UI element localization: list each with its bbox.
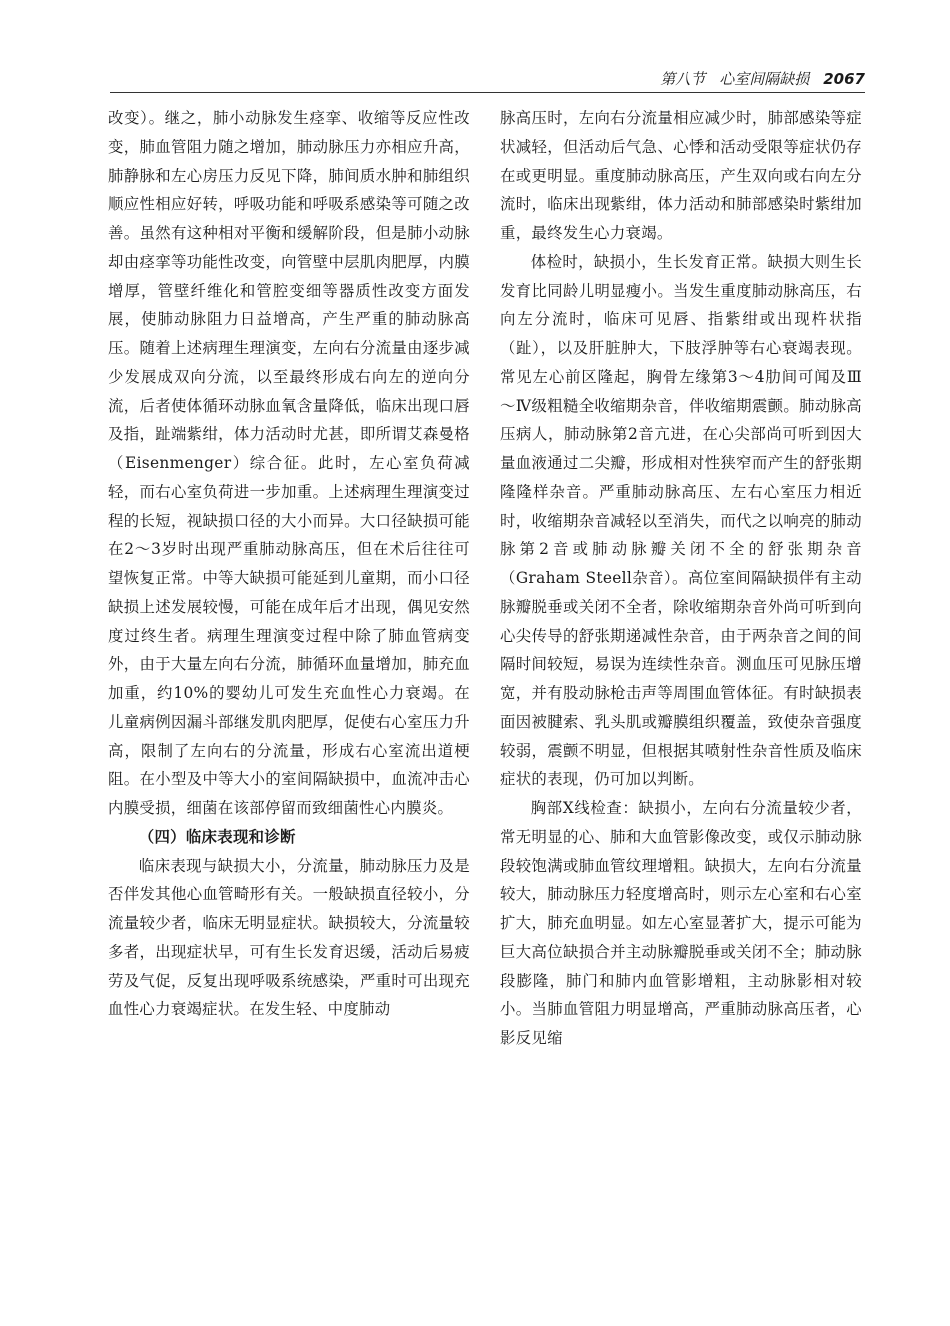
header-title: 心室间隔缺损 (719, 70, 810, 88)
paragraph: 脉高压时，左向右分流量相应减少时，肺部感染等症状减轻，但活动后气急、心悸和活动受限等症状仍存在或更明显。重度肺动脉高压，产生双向或右向左分流时，临床出现紫绀，体力活动和肺部感染时紫绀加重，最终发生心力衰竭。 (500, 109, 862, 242)
paragraph: 胸部X线检查：缺损小，左向右分流量较少者，常无明显的心、肺和大血管影像改变，或仅示肺动脉段较饱满或肺血管纹理增粗。缺损大，左向右分流量较大，肺动脉压力轻度增高时，则示左心室和右心室扩大，肺充血明显。如左心室显著扩大，提示可能为巨大高位缺损合并主动脉瓣脱垂或关闭不全；肺动脉段膨隆，肺门和肺内血管影增粗，主动脉影相对较小。当肺血管阻力明显增高，严重肺动脉高压者，心影反见缩 (500, 799, 862, 1047)
paragraph: 体检时，缺损小，生长发育正常。缺损大则生长发育比同龄儿明显瘦小。当发生重度肺动脉高压，右向左分流时，临床可见唇、指紫绀或出现杵状指（趾），以及肝脏肿大，下肢浮肿等右心衰竭表现。常见左心前区隆起，胸骨左缘第3～4肋间可闻及Ⅲ～Ⅳ级粗糙全收缩期杂音，伴收缩期震颤。肺动脉高压病人，肺动脉第2音亢进，在心尖部尚可听到因大量血液通过二尖瓣，形成相对性狭窄而产生的舒张期隆隆样杂音。严重肺动脉高压、左右心室压力相近时，收缩期杂音减轻以至消失，而代之以响亮的肺动脉第2音或肺动脉瓣关闭不全的舒张期杂音（Graham Steell杂音）。高位室间隔缺损伴有主动脉瓣脱垂或关闭不全者，除收缩期杂音外尚可听到向心尖传导的舒张期递减性杂音，由于两杂音之间的间隔时间较短，易误为连续性杂音。测血压可见脉压增宽，并有股动脉枪击声等周围血管体征。有时缺损表面因被腱索、乳头肌或瓣膜组织覆盖，致使杂音强度较弱，震颤不明显，但根据其喷射性杂音性质及临床症状的表现，仍可加以判断。 (500, 252, 862, 789)
paragraph: 改变）。继之，肺小动脉发生痉挛、收缩等反应性改变，肺血管阻力随之增加，肺动脉压力亦相应升高，肺静脉和左心房压力反见下降，肺间质水肿和肺组织顺应性相应好转，呼吸功能和呼吸系感染等可随之改善。虽然有这种相对平衡和缓解阶段，但是肺小动脉却由痉挛等功能性改变，向管壁中层肌肉肥厚，内膜增厚，管壁纤维化和管腔变细等器质性改变方面发展，使肺动脉阻力日益增高，产生严重的肺动脉高压。随着上述病理生理演变，左向右分流量由逐步减少发展成双向分流，以至最终形成右向左的逆向分流，后者使体循环动脉血氧含量降低，临床出现口唇及指，趾端紫绀，体力活动时尤甚，即所谓艾森曼格（Eisenmenger）综合征。此时，左心室负荷减轻，而右心室负荷进一步加重。上述病理生理演变过程的长短，视缺损口径的大小而异。大口径缺损可能在2～3岁时出现严重肺动脉高压，但在术后往往可望恢复正常。中等大缺损可能延到儿童期，而小口径缺损上述发展较慢，可能在成年后才出现，偶见安然度过终生者。病理生理演变过程中除了肺血管病变外，由于大量左向右分流，肺循环血量增加，肺充血加重，约10%的婴幼儿可发生充血性心力衰竭。在儿童病例因漏斗部继发肌肉肥厚，促使右心室压力升高，限制了左向右的分流量，形成右心室流出道梗阻。在小型及中等大小的室间隔缺损中，血流冲击心内膜受损，细菌在该部停留而致细菌性心内膜炎。 (108, 109, 470, 817)
header-text (660, 68, 865, 89)
left-column (108, 104, 470, 1024)
page-number: 2067 (823, 70, 865, 88)
running-header (110, 62, 865, 93)
paragraph: 临床表现与缺损大小，分流量，肺动脉压力及是否伴发其他心血管畸形有关。一般缺损直径较小，分流量较少者，临床无明显症状。缺损较大，分流量较多者，出现症状早，可有生长发育迟缓，活动后易疲劳及气促，反复出现呼吸系统感染，严重时可出现充血性心力衰竭症状。在发生轻、中度肺动 (108, 856, 470, 1019)
section-heading: （四）临床表现和诊断 (138, 827, 296, 846)
right-column (500, 104, 862, 1053)
header-section: 第八节 (660, 70, 706, 88)
